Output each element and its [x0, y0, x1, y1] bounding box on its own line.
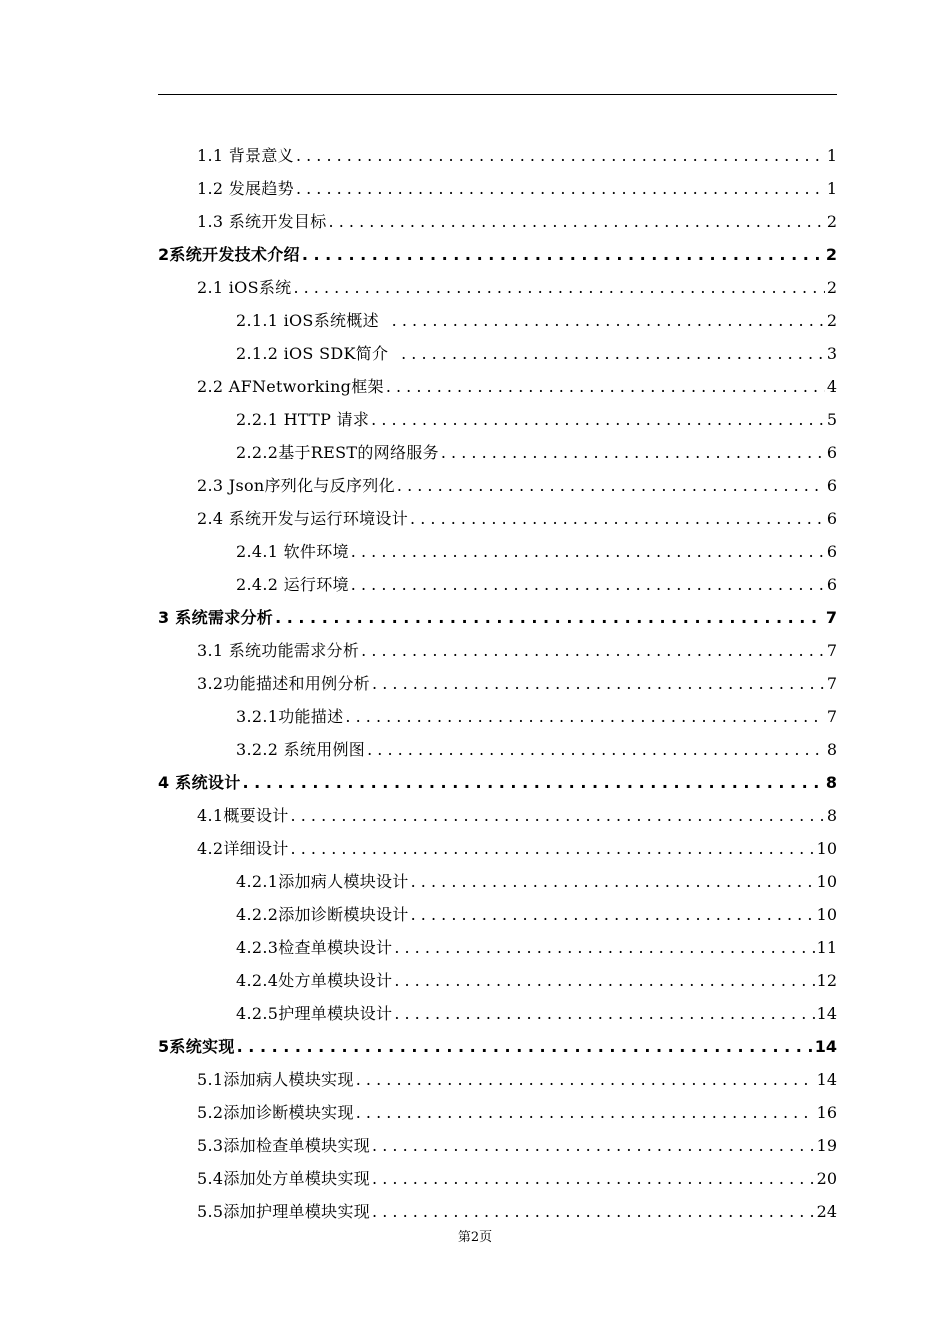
toc-entry-page-number: 8: [825, 773, 837, 792]
toc-entry[interactable]: [197, 793, 837, 826]
toc-entry-page-number: 6: [826, 476, 837, 495]
toc-entry-page-number: 12: [816, 971, 837, 990]
toc-entry[interactable]: [158, 595, 837, 628]
toc-dot-leader: [394, 971, 814, 991]
toc-entry-title: 3.1 系统功能需求分析: [197, 641, 360, 660]
toc-dot-leader: [293, 278, 824, 298]
toc-entry-page-number: 2: [825, 245, 837, 264]
toc-entry-title: 2.1.1 iOS系统概述: [236, 311, 390, 330]
toc-dot-leader: [372, 1169, 815, 1189]
toc-entry-page-number: 14: [816, 1004, 837, 1023]
toc-entry[interactable]: [236, 991, 837, 1024]
toc-entry-title: 2.1 iOS系统: [197, 278, 292, 297]
toc-entry-title: 5.1添加病人模块实现: [197, 1070, 354, 1089]
toc-entry[interactable]: [236, 562, 837, 595]
toc-entry-title: 4 系统设计: [158, 773, 241, 792]
toc-dot-leader: [356, 1070, 815, 1090]
toc-entry-title: 2.3 Json序列化与反序列化: [197, 476, 395, 495]
toc-entry[interactable]: [158, 760, 837, 793]
toc-entry[interactable]: [197, 1057, 837, 1090]
toc-dot-leader: [411, 905, 815, 925]
toc-dot-leader: [361, 641, 825, 661]
toc-entry[interactable]: [197, 364, 837, 397]
toc-entry[interactable]: [197, 265, 837, 298]
toc-entry-title: 5.2添加诊断模块实现: [197, 1103, 354, 1122]
toc-entry-page-number: 8: [826, 740, 837, 759]
toc-entry-title: 2.4.1 软件环境: [236, 542, 349, 561]
toc-dot-leader: [386, 377, 825, 397]
toc-dot-leader: [372, 1202, 815, 1222]
toc-entry[interactable]: [236, 727, 837, 760]
toc-dot-leader: [329, 212, 825, 232]
toc-entry[interactable]: [197, 199, 837, 232]
toc-entry-page-number: 4: [826, 377, 837, 396]
toc-entry-title: 3.2功能描述和用例分析: [197, 674, 371, 693]
toc-entry-title: 2.2.1 HTTP 请求: [236, 410, 370, 429]
toc-entry[interactable]: [236, 958, 837, 991]
toc-entry[interactable]: [197, 463, 837, 496]
toc-dot-leader: [372, 1136, 815, 1156]
toc-dot-leader: [392, 311, 825, 331]
toc-entry-page-number: 10: [816, 839, 837, 858]
toc-entry-title: 3.2.2 系统用例图: [236, 740, 366, 759]
toc-dot-leader: [372, 674, 825, 694]
toc-entry-title: 2.4 系统开发与运行环境设计: [197, 509, 409, 528]
toc-entry[interactable]: [197, 1090, 837, 1123]
toc-dot-leader: [291, 839, 815, 859]
toc-entry[interactable]: [236, 925, 837, 958]
toc-entry-title: 5.5添加护理单模块实现: [197, 1202, 371, 1221]
toc-entry-page-number: 14: [816, 1070, 837, 1089]
toc-entry-page-number: 14: [814, 1037, 837, 1056]
toc-dot-leader: [367, 740, 825, 760]
toc-dot-leader: [401, 344, 825, 364]
toc-entry[interactable]: [236, 694, 837, 727]
toc-entry[interactable]: [236, 892, 837, 925]
toc-dot-leader: [411, 872, 815, 892]
toc-entry[interactable]: [197, 1156, 837, 1189]
toc-entry-title: 3.2.1功能描述: [236, 707, 344, 726]
toc-entry-title: 4.2.5护理单模块设计: [236, 1004, 393, 1023]
toc-entry[interactable]: [236, 298, 837, 331]
toc-entry-title: 2.1.2 iOS SDK简介: [236, 344, 400, 363]
toc-dot-leader: [351, 542, 825, 562]
toc-entry[interactable]: [236, 859, 837, 892]
toc-dot-leader: [397, 476, 825, 496]
toc-entry-page-number: 1: [826, 146, 837, 165]
toc-entry[interactable]: [236, 430, 837, 463]
toc-entry-title: 2系统开发技术介绍: [158, 245, 300, 264]
toc-entry-page-number: 19: [816, 1136, 837, 1155]
toc-dot-leader: [410, 509, 825, 529]
toc-entry[interactable]: [197, 166, 837, 199]
toc-entry-page-number: 7: [826, 674, 837, 693]
toc-entry[interactable]: [236, 331, 837, 364]
toc-entry-page-number: 2: [826, 311, 837, 330]
toc-entry[interactable]: [197, 628, 837, 661]
toc-entry[interactable]: [197, 496, 837, 529]
toc-entry-title: 2.2.2基于REST的网络服务: [236, 443, 439, 462]
toc-dot-leader: [371, 410, 825, 430]
toc-entry[interactable]: [236, 397, 837, 430]
toc-entry-page-number: 2: [826, 278, 837, 297]
toc-entry-title: 1.2 发展趋势: [197, 179, 294, 198]
toc-dot-leader: [275, 608, 824, 628]
toc-entry-title: 5.3添加检查单模块实现: [197, 1136, 371, 1155]
toc-entry-title: 4.2详细设计: [197, 839, 289, 858]
toc-entry-title: 1.1 背景意义: [197, 146, 294, 165]
toc-entry[interactable]: [197, 1123, 837, 1156]
toc-entry-page-number: 6: [826, 443, 837, 462]
toc-entry-page-number: 10: [816, 872, 837, 891]
toc-entry-page-number: 11: [816, 938, 837, 957]
toc-entry[interactable]: [197, 661, 837, 694]
toc-entry-title: 4.1概要设计: [197, 806, 289, 825]
toc-dot-leader: [394, 938, 814, 958]
toc-entry-title: 4.2.4处方单模块设计: [236, 971, 393, 990]
toc-entry-title: 3 系统需求分析: [158, 608, 274, 627]
toc-dot-leader: [291, 806, 825, 826]
toc-entry-title: 4.2.3检查单模块设计: [236, 938, 393, 957]
toc-entry-title: 1.3 系统开发目标: [197, 212, 327, 231]
toc-dot-leader: [345, 707, 824, 727]
toc-dot-leader: [351, 575, 825, 595]
toc-dot-leader: [296, 179, 825, 199]
toc-dot-leader: [394, 1004, 814, 1024]
toc-entry[interactable]: [197, 1189, 837, 1222]
toc-entry-page-number: 24: [816, 1202, 837, 1221]
toc-entry-page-number: 7: [826, 707, 837, 726]
toc-entry-title: 5.4添加处方单模块实现: [197, 1169, 371, 1188]
toc-entry-page-number: 5: [826, 410, 837, 429]
toc-entry-page-number: 10: [816, 905, 837, 924]
toc-entry-title: 4.2.1添加病人模块设计: [236, 872, 409, 891]
toc-entry-page-number: 1: [826, 179, 837, 198]
toc-dot-leader: [356, 1103, 815, 1123]
toc-entry-page-number: 6: [826, 542, 837, 561]
toc-entry-page-number: 6: [826, 575, 837, 594]
toc-entry-title: 2.4.2 运行环境: [236, 575, 349, 594]
toc-entry-title: 4.2.2添加诊断模块设计: [236, 905, 409, 924]
toc-entry-page-number: 6: [826, 509, 837, 528]
toc-entry[interactable]: [197, 826, 837, 859]
toc-entry-page-number: 16: [816, 1103, 837, 1122]
toc-entry[interactable]: [158, 232, 837, 265]
toc-entry-page-number: 7: [825, 608, 837, 627]
toc-dot-leader: [296, 146, 825, 166]
toc-dot-leader: [237, 1037, 813, 1057]
toc-dot-leader: [243, 773, 824, 793]
toc-entry-page-number: 3: [826, 344, 837, 363]
toc-entry-page-number: 20: [816, 1169, 837, 1188]
toc-entry[interactable]: [158, 1024, 837, 1057]
page-number-footer: 第2页: [457, 1230, 493, 1245]
toc-entry[interactable]: [236, 529, 837, 562]
toc-entry-page-number: 2: [826, 212, 837, 231]
toc-dot-leader: [302, 245, 824, 265]
toc-entry-page-number: 7: [826, 641, 837, 660]
toc-entry-page-number: 8: [826, 806, 837, 825]
header-rule: [158, 94, 837, 95]
toc-entry[interactable]: [197, 133, 837, 166]
toc-dot-leader: [441, 443, 825, 463]
toc-entry-title: 5系统实现: [158, 1037, 235, 1056]
toc-entry-title: 2.2 AFNetworking框架: [197, 377, 384, 396]
